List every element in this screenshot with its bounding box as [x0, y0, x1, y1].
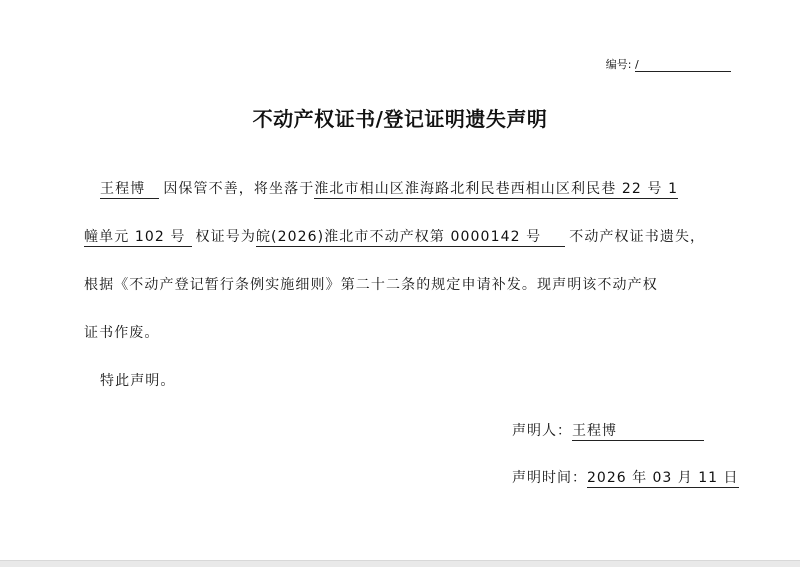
statement-line-3: 根据《不动产登记暂行条例实施细则》第二十二条的规定申请补发。现声明该不动产权 [84, 277, 658, 293]
closing-text: 特此声明。 [100, 373, 176, 389]
cert-label: 权证号为 [195, 229, 256, 245]
declarant [512, 420, 704, 441]
owner-name: 王程博 [100, 178, 159, 199]
declarant-name: 王程博 [572, 420, 704, 441]
cert-number: 皖(2026)淮北市不动产权第 0000142 号 [256, 226, 565, 247]
date-value: 2026 年 03 月 11 日 [587, 467, 739, 488]
statement-line-1 [100, 178, 678, 199]
lost-text: 不动产权证书遗失， [569, 229, 706, 245]
statement-line-4: 证书作废。 [84, 325, 160, 341]
serial-label: 编号: [605, 58, 632, 71]
property-location: 淮北市相山区淮海路北利民巷西相山区利民巷 22 号 1 [314, 178, 678, 199]
statement-line-2 [84, 226, 705, 247]
statement-text: 因保管不善，将坐落于 [163, 181, 315, 197]
serial-value: / [635, 58, 731, 72]
declarant-label: 声明人： [512, 423, 572, 439]
declaration-date [512, 467, 739, 488]
page-title: 不动产权证书/登记证明遗失声明 [252, 107, 548, 131]
property-location-cont: 幢单元 102 号 [84, 226, 192, 247]
date-label: 声明时间： [512, 470, 587, 486]
serial-number [606, 56, 731, 72]
